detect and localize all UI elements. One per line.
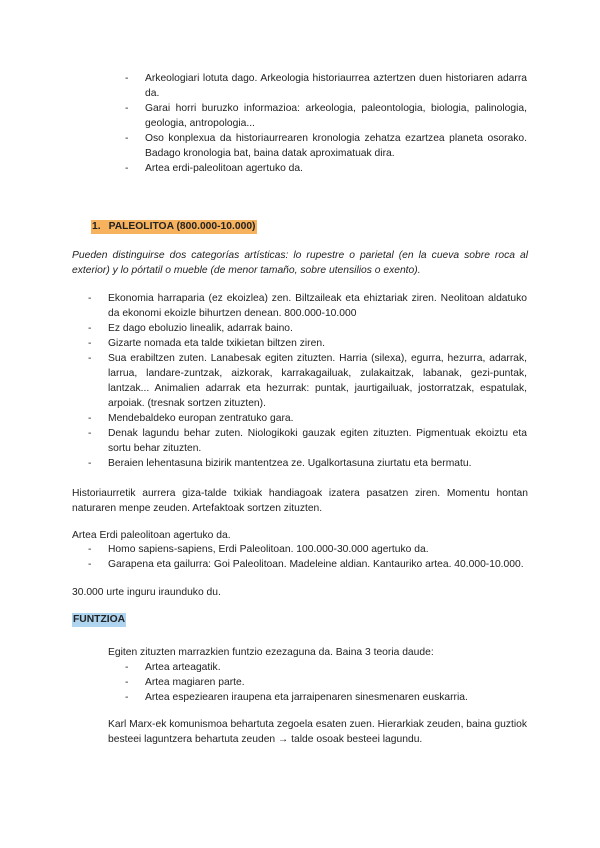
section-heading-funtzioa: FUNTZIOA [73,614,126,625]
historiaurrea-paragraph: Historiaurretik aurrera giza-talde txikiak handiagoak izatera pasatzen ziren. Momentu hontan naturaren menpe zeuden. Artefaktoak sortzen zituzten. [72,488,528,514]
top-bullet-list [125,71,527,176]
list-item: - Beraien lehentasuna bizirik mantentzea ze. Ugalkortasuna ziurtatu eta bermatu. [88,458,472,469]
list-item: - Homo sapiens-sapiens, Erdi Paleolitoan. 100.000-30.000 agertuko da. [88,544,429,555]
list-item: - Garapena eta gailurra: Goi Paleolitoan. Madeleine aldian. Kantauriko artea. 40.000-10.000. [88,559,524,570]
list-item: - Artea arteagatik. [125,662,221,673]
list-item: - Artea erdi-paleolitoan agertuko da. [125,163,303,174]
duration-line: 30.000 urte inguru iraunduko du. [72,587,221,598]
list-item: - Garai horri buruzko informazioa: arkeologia, paleontologia, biologia, palinologia, geologia, antropologia... [125,103,527,129]
paleolitoa-bullet-list [88,291,527,471]
list-item: - Artea espeziearen iraupena eta jarraipenaren sinesmenaren euskarria. [125,692,468,703]
funtzioa-intro: Egiten zituzten marrazkien funtzio ezezaguna da. Baina 3 teoria daude: [108,647,434,658]
list-item: - Ekonomia harraparia (ez ekoizlea) zen. Biltzaileak eta ehiztariak ziren. Neolitoan aldatuko da ekonomi ekoizle bihurtzen denean. 800.000-10.000 [88,293,527,319]
theories-bullet-list [125,660,527,705]
list-item: - Mendebaldeko europan zentratuko gara. [88,413,294,424]
list-item: - Ez dago eboluzio linealik, adarrak baino. [88,323,293,334]
list-item: - Sua erabiltzen zuten. Lanabesak egiten zituzten. Harria (silexa), egurra, hezurra, adarrak, larrua, landare-zuntzak, aizkorak, karrakagailuak, zulakaitzak, labanak, gezi-puntak, lantzak... Animalien adarrak eta hezurrak: puntak, jaurtigailuak, jostorratzak, espatulak, arpoiak. (tresnak sortzen zituzten). [88,353,527,409]
list-item: - Arkeologiari lotuta dago. Arkeologia historiaurrea aztertzen duen historiaren adarra da. [125,73,527,99]
list-item: - Gizarte nomada eta talde txikietan biltzen ziren. [88,338,325,349]
marx-paragraph: Karl Marx-ek komunismoa behartuta zegoela esaten zuen. Hierarkiak zeuden, baina guztiok besteei laguntzera behartuta zeuden → talde osoak besteei lagundu. [108,719,527,745]
section-intro-text: Pueden distinguirse dos categorías artísticas: lo rupestre o parietal (en la cueva sobre roca al exterior) y lo pórtatil o mueble (de menor tamaño, sobre utensilios o exento). [72,250,528,276]
list-item: - Oso konplexua da historiaurrearen kronologia zehatza ezartzea planeta osorako. Badago kronologia bat, baina datak aproximatuak dira. [125,133,527,159]
artea-bullet-list [88,542,527,572]
section-heading-paleolitoa: 1. PALEOLITOA (800.000-10.000) [92,221,256,232]
list-item: - Denak lagundu behar zuten. Niologikoki gauzak egiten zituzten. Pigmentuak ekoiztu eta sortu behar zituzten. [88,428,527,454]
artea-line: Artea Erdi paleolitoan agertuko da. [72,530,231,541]
list-item: - Artea magiaren parte. [125,677,245,688]
